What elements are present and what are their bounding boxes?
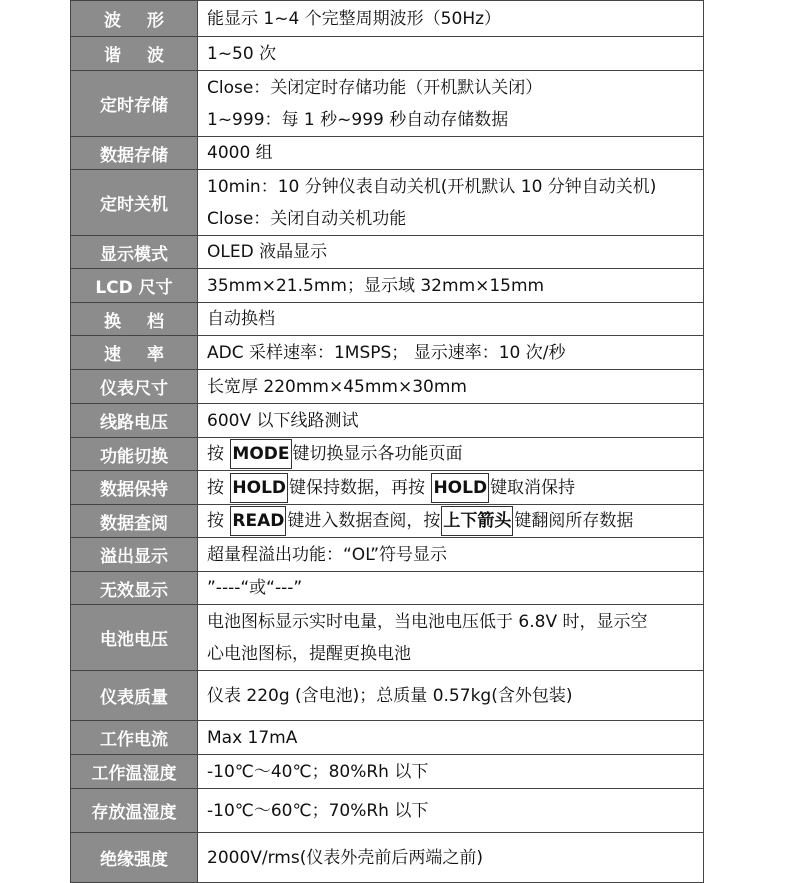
spec-row [71,170,704,236]
spec-row [71,721,704,755]
spec-label-cell [71,505,198,538]
spec-label: 数据存储 [100,145,168,166]
spec-label: 数据保持 [100,480,168,500]
spec-value-cell [198,505,704,538]
spec-value-line: 电池图标显示实时电量，当电池电压低于 6.8V 时，显示空 [207,611,648,632]
spec-label-cell [71,236,198,269]
spec-value-line [207,438,703,470]
spec-label-cell [71,170,198,236]
spec-value-cell [198,303,704,336]
spec-value-line: -10℃～40℃；80%Rh 以下 [207,761,429,782]
spec-label: 谐波 [104,46,190,66]
spec-label: 电池电压 [100,630,168,650]
spec-label: 仪表尺寸 [100,379,168,399]
spec-row [71,755,704,789]
spec-label: 存放温湿度 [91,803,177,823]
spec-value-cell [198,404,704,438]
spec-label-cell [71,370,198,404]
spec-value-line: Max 17mA [207,727,298,748]
spec-row [71,671,704,721]
spec-table-body [71,1,704,883]
spec-row [71,370,704,404]
spec-value-text: 按 [207,477,230,498]
spec-value-cell [198,721,704,755]
spec-row [71,538,704,572]
spec-row [71,572,704,605]
spec-label-cell [71,789,198,833]
spec-label-cell [71,471,198,505]
spec-value-line: 长宽厚 220mm×45mm×30mm [207,376,467,397]
spec-label-cell [71,336,198,370]
spec-row [71,789,704,833]
key-label: READ [230,506,286,536]
spec-label: 换档 [104,311,190,332]
spec-value-line: -10℃～60℃；70%Rh 以下 [207,800,429,821]
spec-value-line: 10min：10 分钟仪表自动关机(开机默认 10 分钟自动关机) [207,176,657,197]
spec-value-text: 键取消保持 [490,477,576,498]
spec-row [71,471,704,505]
spec-value-line: 600V 以下线路测试 [207,410,359,431]
spec-value-line: 1~999：每 1 秒~999 秒自动存储数据 [207,109,509,130]
spec-table [70,0,704,883]
spec-value-cell [198,137,704,170]
spec-label-cell [71,404,198,438]
spec-label: 工作温湿度 [91,764,177,784]
spec-label-cell [71,303,198,336]
spec-label: 溢出显示 [100,547,168,567]
spec-label: 数据查阅 [100,513,168,534]
spec-label: 波形 [104,11,190,31]
spec-value-line: 仪表 220g (含电池)；总质量 0.57kg(含外包装) [207,685,573,706]
spec-label-cell [71,755,198,789]
spec-row [71,1,704,37]
spec-row [71,833,704,883]
spec-label-cell [71,37,198,71]
spec-value-text: 键进入数据查阅，按 [287,511,441,531]
spec-value-line: 2000V/rms(仪表外壳前后两端之前) [207,847,483,868]
spec-value-line: 自动换档 [207,309,275,329]
spec-value-cell [198,671,704,721]
spec-label-cell [71,721,198,755]
spec-label-cell [71,71,198,137]
spec-value-cell [198,538,704,572]
spec-value-cell [198,269,704,303]
spec-value-cell [198,755,704,789]
spec-value-line: Close：关闭自动关机功能 [207,208,407,229]
spec-label-cell [71,605,198,671]
spec-value-text: 键保持数据，再按 [289,477,431,498]
key-label: 上下箭头 [441,506,513,536]
spec-label: 速率 [104,345,190,365]
spec-row [71,137,704,170]
spec-value-text: 键切换显示各功能页面 [292,444,463,464]
spec-value-line: 1~50 次 [207,43,277,64]
spec-label: 定时关机 [100,195,168,215]
spec-value-line: OLED 液晶显示 [207,242,328,262]
spec-value-line: ”----“或“---” [207,578,303,598]
spec-value-cell [198,789,704,833]
spec-label-cell [71,438,198,471]
spec-label: 线路电压 [100,413,168,433]
spec-label-cell [71,572,198,605]
spec-row [71,505,704,538]
spec-value-line [207,472,703,504]
spec-value-line: Close：关闭定时存储功能（开机默认关闭） [207,77,543,98]
spec-value-cell [198,605,704,671]
spec-value-cell [198,370,704,404]
spec-value-text: 按 [207,511,230,531]
spec-row [71,37,704,71]
spec-value-line: 心电池图标，提醒更换电池 [207,643,411,664]
spec-row [71,438,704,471]
spec-value-cell [198,471,704,505]
spec-row [71,71,704,137]
spec-row [71,404,704,438]
spec-value-cell [198,71,704,137]
key-label: HOLD [230,473,288,503]
spec-value-cell [198,37,704,71]
key-label: HOLD [431,473,489,503]
spec-label: 绝缘强度 [100,850,168,870]
spec-value-cell [198,1,704,37]
spec-label-cell [71,1,198,37]
spec-value-line: ADC 采样速率：1MSPS； 显示速率：10 次/秒 [207,342,566,363]
spec-row [71,269,704,303]
spec-value-cell [198,236,704,269]
spec-row [71,605,704,671]
spec-label: 仪表质量 [100,688,168,708]
spec-value-line: 超量程溢出功能：“OL”符号显示 [207,544,447,565]
spec-value-cell [198,438,704,471]
spec-label: 功能切换 [100,446,168,467]
spec-row [71,336,704,370]
spec-value-line [207,505,703,537]
spec-value-line: 35mm×21.5mm；显示域 32mm×15mm [207,275,545,296]
spec-value-cell [198,572,704,605]
spec-label: 显示模式 [100,244,168,265]
spec-label-cell [71,269,198,303]
spec-value-line: 4000 组 [207,143,273,163]
spec-label: 定时存储 [100,96,168,116]
spec-value-text: 键翻阅所存数据 [514,511,634,531]
spec-value-cell [198,170,704,236]
spec-label-cell [71,833,198,883]
spec-value-cell [198,833,704,883]
spec-label-cell [71,671,198,721]
spec-value-cell [198,336,704,370]
spec-label-cell [71,538,198,572]
spec-value-text: 按 [207,444,230,464]
spec-label: 无效显示 [100,580,168,601]
spec-row [71,236,704,269]
spec-row [71,303,704,336]
key-label: MODE [230,439,291,469]
spec-label: 工作电流 [100,730,168,750]
spec-value-line: 能显示 1~4 个完整周期波形（50Hz） [207,8,502,29]
spec-label: LCD 尺寸 [95,278,173,298]
spec-label-cell [71,137,198,170]
